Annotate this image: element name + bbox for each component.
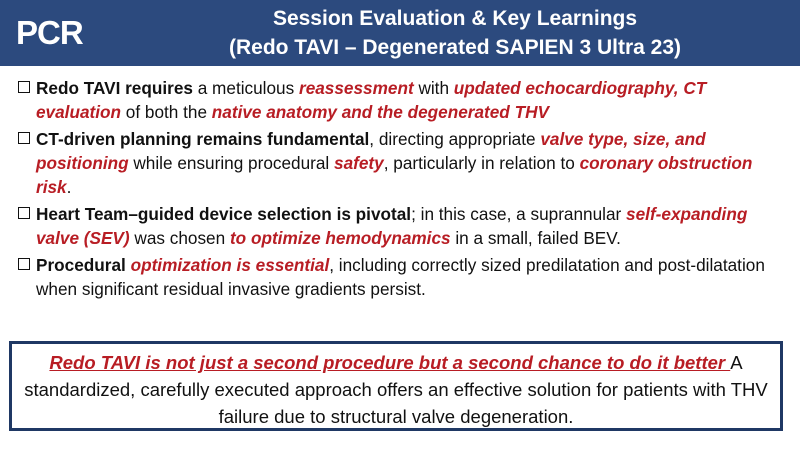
bullet-text-part: with <box>413 78 454 98</box>
bullet-item <box>18 253 788 301</box>
checkbox-bullet-icon <box>18 207 30 219</box>
bullet-text-part: to optimize hemodynamics <box>229 228 451 248</box>
bullet-text-part: updated echocardiography, CT evaluation <box>36 78 707 122</box>
bullet-text-part: Heart Team–guided device selection is pivotal <box>36 204 412 224</box>
bullet-text-part: optimization is essential <box>130 255 330 275</box>
bullet-list <box>18 76 788 304</box>
bullet-text-part: ; in this case, a suprannular <box>411 204 627 224</box>
pcr-logo: PCR <box>16 14 83 51</box>
bullet-text <box>36 204 747 248</box>
bullet-text-part: was chosen <box>129 228 230 248</box>
bullet-text-part: CT-driven planning remains fundamental <box>36 129 370 149</box>
conclusion-box <box>9 341 783 431</box>
conclusion-highlight: Redo TAVI is not just a second procedure but a second chance to do it better <box>49 352 731 373</box>
bullet-text <box>36 78 706 122</box>
bullet-item <box>18 202 788 250</box>
bullet-text-part: , including correctly sized predilatation and post-dilatation when significant residual invasive gradients persist. <box>36 255 765 299</box>
bullet-text-part: , directing appropriate <box>369 129 541 149</box>
header-bar <box>0 0 800 66</box>
title-line-2: (Redo TAVI – Degenerated SAPIEN 3 Ultra 23) <box>228 36 681 59</box>
checkbox-bullet-icon <box>18 258 30 270</box>
bullet-text-part: . <box>66 177 72 197</box>
bullet-text-part: safety <box>334 153 384 173</box>
bullet-text-part: a meticulous <box>192 78 299 98</box>
bullet-text-part: reassessment <box>299 78 414 98</box>
bullet-text-part: coronary obstruction risk <box>36 153 753 197</box>
bullet-text <box>36 129 752 197</box>
bullet-text-part: native anatomy and the degenerated THV <box>211 102 549 122</box>
title-line-1: Session Evaluation & Key Learnings <box>272 7 638 30</box>
bullet-text-part: while ensuring procedural <box>128 153 335 173</box>
checkbox-bullet-icon <box>18 81 30 93</box>
bullet-text-part: valve type, size, and positioning <box>36 129 706 173</box>
bullet-item <box>18 76 788 124</box>
bullet-text-part: Redo TAVI requires <box>36 78 193 98</box>
conclusion-text: A standardized, carefully executed approach offers an effective solution for patients with THV failure due to structural valve degeneration. <box>24 352 768 427</box>
bullet-text-part: in a small, failed BEV. <box>450 228 621 248</box>
bullet-item <box>18 127 788 199</box>
checkbox-bullet-icon <box>18 132 30 144</box>
slide-title <box>110 4 800 62</box>
bullet-text-part: of both the <box>121 102 212 122</box>
bullet-text-part: , particularly in relation to <box>383 153 580 173</box>
bullet-text <box>36 255 765 299</box>
bullet-text-part: self-expanding valve (SEV) <box>36 204 748 248</box>
bullet-text-part: Procedural <box>36 255 126 275</box>
